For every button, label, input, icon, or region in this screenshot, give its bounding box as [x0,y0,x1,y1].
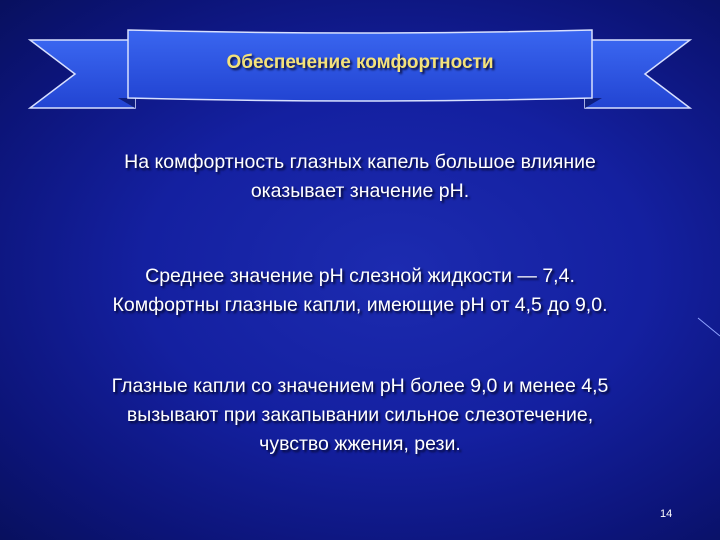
paragraph-line: вызывают при закапывании сильное слезотечение, [126,404,594,426]
paragraph-line: Среднее значение pH слезной жидкости — 7,4. [145,265,575,287]
ribbon-left-tail [30,40,135,108]
paragraph-line: оказывает значение pH. [250,180,470,202]
slide-title: Обеспечение комфортности [226,52,494,73]
paragraph-line: На комфортность глазных капель большое влияние [124,151,596,173]
paragraph-ph-influence [40,148,680,206]
paragraph-ph-effects [40,372,680,459]
paragraph-tear-ph [40,262,680,320]
paragraph-line: Комфортны глазные капли, имеющие pH от 4,5 до 9,0. [112,294,608,316]
paragraph-line: Глазные капли со значением pH более 9,0 и менее 4,5 [111,375,609,397]
slide-number: 14 [660,508,673,520]
paragraph-line: чувство жжения, рези. [259,433,461,455]
ribbon-right-tail [585,40,690,108]
